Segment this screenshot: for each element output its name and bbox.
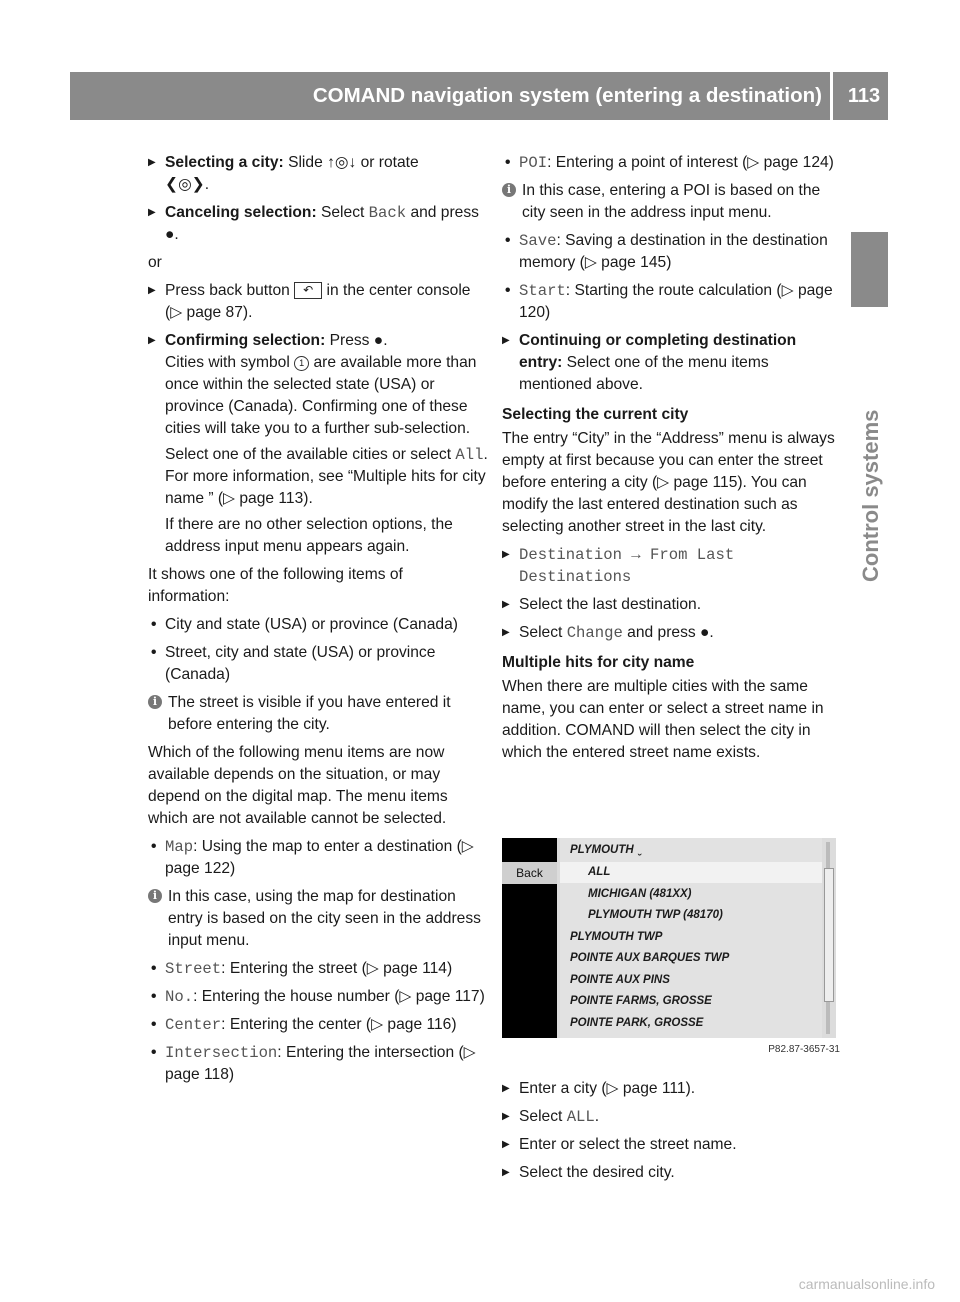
section-heading: Selecting the current city xyxy=(502,406,689,423)
step-text: Press ●. xyxy=(325,332,388,349)
step-text: are available more than once within the selected state (USA) or province (Canada). Confirming one of these cities will take you to a further sub-selection. xyxy=(165,354,477,437)
menu-path: Destination → From Last Destinations xyxy=(519,546,735,586)
bullet-text: : Entering the intersection (▷ page 118) xyxy=(165,1044,476,1083)
back-button-icon: ↶ xyxy=(294,282,322,299)
bullet-text: : Using the map to enter a destination (▷ page 122) xyxy=(165,838,474,877)
menu-item-intersection: Intersection xyxy=(165,1044,278,1062)
step-text: Cities with symbol xyxy=(165,354,295,371)
step-change xyxy=(502,622,842,644)
step-text: in the center console (▷ page 87). xyxy=(165,282,471,321)
step-text: Slide ↑◎↓ or rotate xyxy=(283,154,419,171)
bullet-item: • City and state (USA) or province (Canada) xyxy=(148,614,488,636)
menu-item-street: Street xyxy=(165,960,222,978)
step-text: Select xyxy=(519,624,567,641)
step-text: and press ●. xyxy=(622,624,714,641)
bullet-intersection xyxy=(148,1042,488,1086)
screen-back-button: Back xyxy=(502,862,557,884)
bullet-center xyxy=(148,1014,488,1036)
right-column xyxy=(502,152,842,770)
step-label: Continuing or completing destination entry: xyxy=(519,332,797,371)
screen-scroll-thumb xyxy=(824,868,834,1002)
menu-item-map: Map xyxy=(165,838,194,856)
step-select-last: ▶ Select the last destination. xyxy=(502,594,842,616)
step-continuing xyxy=(502,330,842,396)
side-tab xyxy=(855,322,885,582)
step-text: Press back button xyxy=(165,282,295,299)
page-number: 113 xyxy=(847,85,881,107)
header-divider xyxy=(830,72,833,120)
info-note xyxy=(148,692,488,736)
info-text: In this case, using the map for destination entry is based on the city seen in the address input menu. xyxy=(168,888,481,949)
paragraph: It shows one of the following items of information: xyxy=(148,566,403,605)
screen-image xyxy=(502,838,836,1038)
side-tab-block xyxy=(851,232,888,307)
step-text: If there are no other selection options, the address input menu appears again. xyxy=(165,516,453,555)
step-enter-street: ▶ Enter or select the street name. xyxy=(502,1134,842,1156)
screen-row: PLYMOUTH TWP xyxy=(570,931,663,943)
bullet-item: • Street, city and state (USA) or province (Canada) xyxy=(148,642,488,686)
step-label: Selecting a city: xyxy=(165,154,284,171)
info-icon: i xyxy=(148,695,162,709)
menu-item-center: Center xyxy=(165,1016,222,1034)
step-text: Select one of the available cities or select xyxy=(165,446,456,463)
menu-item-poi: POI xyxy=(519,154,548,172)
step-text: Select one of the menu items mentioned above. xyxy=(519,354,769,393)
step-canceling xyxy=(148,202,488,246)
menu-item-change: Change xyxy=(566,624,623,642)
bullet-text: : Starting the route calculation (▷ page 120) xyxy=(519,282,833,321)
step-enter-city: ▶ Enter a city (▷ page 111). xyxy=(502,1078,842,1100)
symbol-icon: 1 xyxy=(294,356,309,371)
step-text: and press ●. xyxy=(165,204,479,243)
bullet-save xyxy=(502,230,842,274)
info-note xyxy=(148,886,488,952)
paragraph: When there are multiple cities with the same name, you can enter or select a street name in addition. COMAND will then select the city in which the entered street name exists. xyxy=(502,678,824,761)
step-select-city: ▶ Select the desired city. xyxy=(502,1162,842,1184)
screen-row: POINTE FARMS, GROSSE xyxy=(570,995,712,1007)
step-label: Canceling selection: xyxy=(165,204,317,221)
bullet-map xyxy=(148,836,488,880)
footer-watermark xyxy=(0,1276,960,1292)
screen-row: PLYMOUTH ˬ xyxy=(570,844,641,856)
info-icon: i xyxy=(148,889,162,903)
footer-text: carmanualsonline.info xyxy=(798,1276,935,1292)
menu-item-no: No. xyxy=(165,988,194,1006)
bullet-text: : Entering the street (▷ page 114) xyxy=(221,960,453,977)
section-heading: Multiple hits for city name xyxy=(502,654,695,671)
bullet-text: : Entering a point of interest (▷ page 124) xyxy=(547,154,834,171)
step-label: Confirming selection: xyxy=(165,332,326,349)
menu-item-all: All xyxy=(455,446,484,464)
step-confirming xyxy=(148,330,488,558)
or-text: or xyxy=(148,254,162,271)
menu-item-back: Back xyxy=(368,204,407,222)
step-back-button xyxy=(148,280,488,324)
bullet-start xyxy=(502,280,842,324)
bullet-text: : Entering the center (▷ page 116) xyxy=(221,1016,457,1033)
screen-row: POINTE AUX BARQUES TWP xyxy=(570,952,730,964)
menu-item-start: Start xyxy=(519,282,566,300)
screen-row: POINTE AUX PINS xyxy=(570,974,670,986)
step-text: . For more information, see “Multiple hits for city name ” (▷ page 113). xyxy=(165,446,488,507)
right-column-bottom xyxy=(502,1078,842,1190)
screen-row-selected: ALL xyxy=(560,862,822,883)
screen-row: MICHIGAN (481XX) xyxy=(588,888,692,900)
paragraph: Which of the following menu items are now available depends on the situation, or may depend on the digital map. The menu items which are not available cannot be selected. xyxy=(148,744,448,827)
info-icon: i xyxy=(502,183,516,197)
bullet-text: : Saving a destination in the destination memory (▷ page 145) xyxy=(519,232,828,271)
step-text: Select xyxy=(519,1108,567,1125)
bullet-poi xyxy=(502,152,842,174)
step-destination xyxy=(502,544,842,588)
info-text: In this case, entering a POI is based on the city seen in the address input menu. xyxy=(522,182,821,221)
bullet-text: : Entering the house number (▷ page 117) xyxy=(193,988,485,1005)
left-column xyxy=(148,152,488,1092)
menu-item-all: ALL xyxy=(566,1108,595,1126)
step-selecting-city xyxy=(148,152,488,196)
menu-item-save: Save xyxy=(519,232,557,250)
paragraph: The entry “City” in the “Address” menu is always empty at first because you can enter the street before entering a city (▷ page 115). You can modify the last entered destination such as selecting another street in the last city. xyxy=(502,430,835,535)
info-text: The street is visible if you have entered it before entering the city. xyxy=(168,694,451,733)
info-note xyxy=(502,180,842,224)
bullet-no xyxy=(148,986,488,1008)
screen-city-list xyxy=(560,838,822,1038)
screen-row: POINTE PARK, GROSSE xyxy=(570,1017,704,1029)
screen-row: PLYMOUTH TWP (48170) xyxy=(588,909,723,921)
step-text: . xyxy=(594,1108,600,1125)
step-text: ❮◎❯. xyxy=(165,176,210,193)
page-title: COMAND navigation system (entering a destination) xyxy=(312,84,822,107)
bullet-street xyxy=(148,958,488,980)
step-select-all xyxy=(502,1106,842,1128)
step-text: Select xyxy=(316,204,369,221)
side-tab-label: Control systems xyxy=(858,409,883,582)
image-caption: P82.87-3657-31 xyxy=(768,1044,840,1055)
